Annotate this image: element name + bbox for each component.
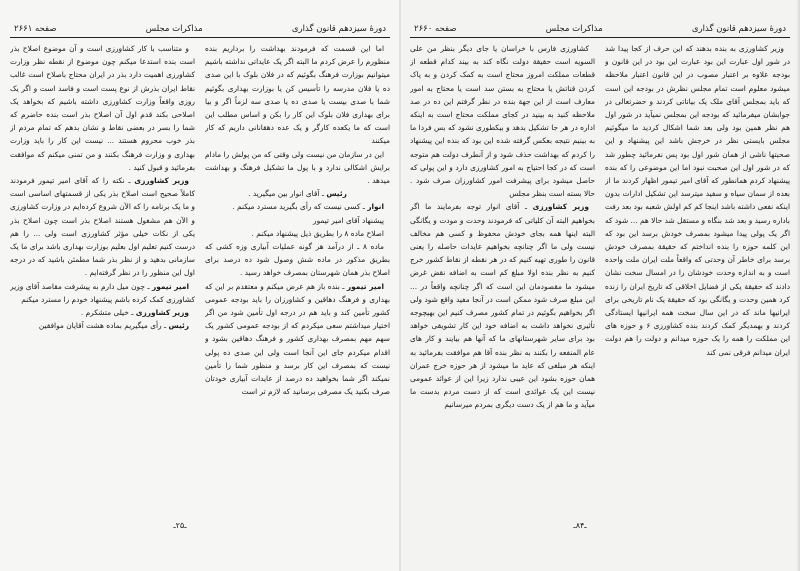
paragraph: اما این قسمت که فرمودند بهداشت را برداریم بنده منظورم را عرض کردم ما البته اگر یک عایداتی نداشته باشیم میتوانیم بوزارت فرهنگ بگوئیم که در فلان بلوک با این صدی ده یا فلان مدرسه را تأسیس کن یا بوزارت بهداری بگوئیم شما با صدی بیست یا صدی ده یا صدی سه لزماً اگر و بیا برای بهداری فلان بلوک این کار را بکن و اساس مطلب این است که ما یکعده کارگر و یک عده دهقانانی داریم که کار میکنند <box>205 44 390 146</box>
paragraph: ماده ۸ ـ از درآمد هر گونه عملیات آبیاری وزه کشی که بطریق مذکور در ماده شش وصول شود ده درصد برای اصلاح بذر همان شهرستان بمصرف خواهد رسید . <box>205 242 390 278</box>
paragraph: پیشنهاد آقای امیر تیمور <box>313 215 384 225</box>
scan-edge-shadow <box>796 0 800 571</box>
speaker-paragraph: امیر تیمور ـ چون میل دارم به پیشرفت مقاصد آقای وزیر کشاورزی کمک کرده باشم پیشنهاد خودم را مسترد میکنم <box>10 281 195 304</box>
right-page-column-left <box>410 42 595 517</box>
paragraph: و متناسب با کار کشاورزی است و آن موضوع اصلاح بذر است بنده استدعا میکنم چون موضوع از نقطه نظر وزارت کشاورزی اهمیت دارد بذر در ایران محتاج باصلاح است غالب نقاط ایران بذرش از نوع پست است و فاسد است و اگر یک روزی واقعاً وزارت کشاورزی داشته باشیم که بخواهد یک اصلاحی بکند قدم اول آن اصلاح بذر است بنده حاضرم که شما را بسر در بعضی نقاط و نشان بدهم که تمام مردم از بذر خوب محروم هستند ... نیست این کار را باید وزارت بهداری و وزارت فرهنگ بکنند و من تمنی میکنم که موافقت بفرمائید و قبول کنید . <box>10 44 195 172</box>
page-footer-number: ـ۸۴ـ <box>573 521 587 530</box>
session-title: دورهٔ سیزدهم قانون گذاری <box>691 24 786 34</box>
session-title: دورهٔ سیزدهم قانون گذاری <box>291 24 386 34</box>
speaker-paragraph: امیر تیمور ـ بنده باز هم عرض میکنم و معتقدم بر این که بهداری و فرهنگ دهاقین و کشاورزان را باید بودجه عمومی کشور تأمین کند و باید هم در درجه اول تأمین شود من اگر اختیار میداشتم سعی میکردم که از بودجه عمومی کشور یک سهم مهم بمصرف بهداری کشور و فرهنگ دهاقین بشود و اقدام میکردم جای این آنجا است ولی این صدی ده پولی نیست که بمصرف این کار برسد و منظور شما را تأمین نمیکند اگر شما بخواهید ده درصد از عایدات آبیاری خودتان صرف بکنید یک مصرفی برسانید که لازم تر است <box>205 281 390 397</box>
page-gutter <box>399 0 401 571</box>
paragraph: کشاورزی فارس با خراسان یا جای دیگر بنظر من علی السویه است حقیقة دولت نگاه کند به بیند کدام قطعه از قطعات مملکت امروز محتاج است به کمک کردن و به پاک کردن قناتش یا محتاج به بستن سد است یا محتاج به امور معارف است از این جهة بنده در نظر گرفتم این ده در صد ملاحظه کنید به بینید در کجای مملکت محتاج است به اینکه اداره در هر جا تشکیل بدهد و بیکطوری نشود که بس فردا ما به بینیم نتیجه بعکس گرفته شده این بود که بنده این پیشنهاد را کردم که بهداشت حذف شود و از آنطرف دولت هم متوجه است که در کجا احتیاج به امور کشاورزی دارد و این پولی که حاصل میشود برای پیشرفت امور کشاورزان صرف شود . حالا بسته است بنظر مجلس <box>410 44 595 199</box>
speaker-paragraph: وزیر کشاورزی ـ نکته را که آقای امیر تیمور فرمودند کاملاً صحیح است اصلاح بذر یکی از قسمتهای اساسی است و ما یک برنامه را که الآن شروع کرده‌ایم در وزارت کشاورزی و الآن هم مشغول هستند اصلاح بذر است چون اصلاح بذر یکی از نکات خیلی مؤثر کشاورزی است ولی ... را هم درست کنیم تعلیم اول بعلیم بوزارت بهداری باشد برای ما یک سازمانی بدهید و از نظر بذر شما مطمئن باشید که در درجه اول این منظور را در نظر گرفته‌ایم . <box>10 176 195 278</box>
speaker-paragraph: وزیر کشاورزی ـ آقای انوار توجه بفرمایند ما اگر بخواهیم البته آن کلیاتی که فرمودند وحدت و مودت و یگانگی البته اینها همه بجای خودش محفوظ و کسی هم مخالف نیست ولی ما اگر چنانچه بخواهیم عایدات حاصله را یعنی قانون را طوری تهیه کنیم که در هر نقطه از نقاط کشور خرج کنیم به نظر بنده اولا مبلغ کم است به اضافه نقض غرض میشود ما مقصودمان این است که اگر چنانچه واقعاً در ... این مبلغ صرف شود ممکن است در آنجا مفید واقع شود ولی اگر بخواهیم بگوئیم در تمام کشور مصرف کنیم این بهیچوجه تأثیری نخواهد داشت به اضافه خود این کار تشویقی خواهد بود برای سایر شهرستانهای ما که آنها هم بیایند و کار های عام المنفعه را بکنند به نظر بنده آقا هم موافقت بفرمائید به اینکه هر مبلغی که عاید ما میشود از هر حوزه خرج عمران همان حوزه بشود این عیبی ندارد زیرا این از عوائد عمومی نیست این یک عوائدی است که از دست مردم بدست ما میآید و ما هم از یک دست دیگری بمردم میرسانیم <box>410 202 595 410</box>
speaker-name: انوار <box>367 202 384 212</box>
left-page-column-left <box>10 42 195 517</box>
paragraph: اصلاح ماده ۸ را بطریق ذیل پیشنهاد میکنم . <box>251 228 384 238</box>
section-title: مذاکرات مجلس <box>145 24 203 34</box>
speaker-name: امیر تیمور <box>151 281 189 291</box>
speaker-name: امیر تیمور <box>346 281 384 291</box>
header-rule <box>410 37 790 38</box>
page-number-label: صفحه ۲۶۶۱ <box>14 24 57 34</box>
speaker-paragraph: رئیس ـ رأی میگیریم بماده هشت آقایان موافقین <box>38 321 189 331</box>
right-page-columns <box>410 42 790 517</box>
paragraph: وزیر کشاورزی به بنده بدهند که این حرف از کجا پیدا شد در شور اول عبارت این بود عبارت این بود در این قانون و بودجه علاوه بر اعتبار مصوب در این قانون اعتبار ملاحظه میشود معلوم است تمام مجلس نظرش در بودجه این است که باید بمجلس آقای ملک یک بیاناتی کردند و حضرتعالی در جوابشان میفرمائید که بودجه این بمجلس نمیآید در شور اول هم نظر همین بود ولی بعد شما اشکال کردید ما میگوئیم مجلس بایستی نظر در خرجش باشد این پیشنهاد و این صحبتها ناشی از همان شور اول بود پس نفرمائید چطور شد که در شور اول این صحبت نبود اما این موضوعی را که بنده پیشنهاد کردم همانطور که آقای امیر تیمور اظهار کردند ما از بعده از سمان سیاه و سفید میترسد این تشکیل ادارات بدون اینکه نفعی داشته باشد اینجا کم کم اولش شعبه بود بعد رفت باداره رسید و بعد شد بنگاه و مستقل شد حالا هم ... شود که اگر یک پولی پیدا میشود بمصرف خودش برسد این بود که این کلمه حوزه را بنده انداختم که حقیقة بمصرف خودش برسد برای خاطر آن وحدتی که واقعاً ملت ایران ملت واحده است و به اندازه وحدت خودشان را در امسال سخت نشان دادند که حقیقة یکی از فضایل اخلاقی که تاریخ ایران را زنده کرد همین وحدت و یگانگی بود که حقیقة یک نام تاریخی برای ایرانیها ماند که در این سال سخت همه ایرانیها ایستادگی کردند و بهمدیگر کمک کردند بنده کشاورزی ۶ و حوزه های این مملکت را همه را یک حوزه میدانم و دولت را هم دولت ایران میدانم فرقی نمی کند <box>605 44 790 357</box>
speaker-name: وزیر کشاورزی <box>532 202 590 212</box>
speaker-paragraph: رئیس ـ آقای انوار بین میگیرید . <box>248 189 347 199</box>
speaker-paragraph: وزیر کشاورزی ـ خیلی متشکرم . <box>80 308 189 318</box>
section-title: مذاکرات مجلس <box>545 24 603 34</box>
speaker-paragraph: انوار ـ کسی نیست که رأی بگیرید مسترد میکنم . <box>232 202 384 212</box>
left-page-column-right <box>205 42 390 517</box>
speaker-name: وزیر کشاورزی <box>134 176 189 186</box>
right-page <box>400 0 800 571</box>
speaker-name: رئیس <box>168 321 189 331</box>
right-page-header <box>410 20 790 34</box>
paragraph: این در سازمان من نیست ولی وقتی که من پولش را مادام برایش اشکالی ندارد و با پول ما تشکیل فرهنگ و بهداشت میدهد . <box>205 149 390 186</box>
speaker-name: رئیس <box>326 189 347 199</box>
page-number-label: صفحه ۲۶۶۰ <box>414 24 457 34</box>
page-footer-number: ـ۲۵ـ <box>173 521 187 530</box>
speaker-name: وزیر کشاورزی <box>135 308 189 318</box>
left-page-header <box>10 20 390 34</box>
header-rule <box>10 37 390 38</box>
right-page-column-right <box>605 42 790 517</box>
left-page-columns <box>10 42 390 517</box>
